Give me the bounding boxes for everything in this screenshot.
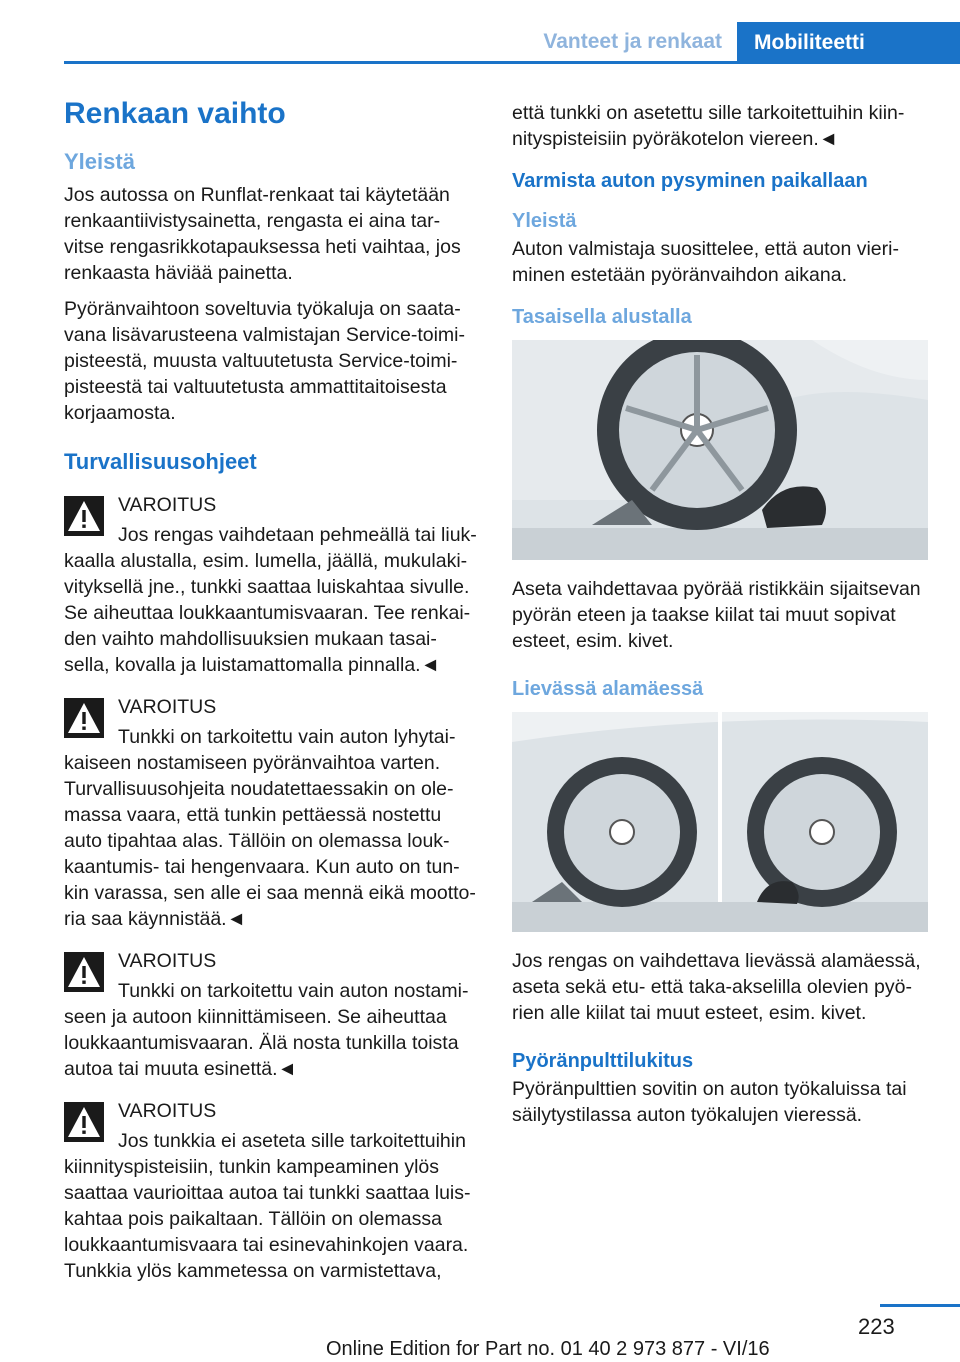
page-header xyxy=(0,22,960,62)
paragraph: Aseta vaihdettavaa pyörää ristikkäin sijaitsevan pyörän eteen ja taakse kiilat tai muut sopivat esteet, esim. kivet. xyxy=(512,578,921,652)
warning-title: VAROITUS xyxy=(118,494,217,516)
paragraph: Jos autossa on Runflat-renkaat tai käytetään renkaantiivistysainetta, rengasta ei aina tar-vitse rengasrikkotapauksessa heti vaihtaa, jos renkaasta häviää painetta. xyxy=(64,184,461,284)
warning-title: VAROITUS xyxy=(118,1100,217,1122)
warning-title: VAROITUS xyxy=(118,950,217,972)
paragraph: että tunkki on asetettu sille tarkoitettuihin kiin-nityspisteisiin pyöräkotelon viereen.◄ xyxy=(512,102,905,150)
warning-icon xyxy=(64,698,104,738)
warning-icon xyxy=(64,496,104,536)
footer-rule xyxy=(880,1304,960,1307)
header-rule xyxy=(64,61,960,64)
flat-ground-heading: Tasaisella alustalla xyxy=(512,306,692,328)
warning-text: Jos rengas vaihdetaan pehmeällä tai liuk-kaalla alustalla, esim. lumella, jäällä, mukulaki-vityksellä jne., tunkki saattaa luiskahtaa sivulle. Se aiheuttaa loukkaantumisvaaran. Tee renkai-den vaihto mahdollisuuksien mukaan tasai-sella, kovalla ja luistamattomalla pinnalla.◄ xyxy=(64,524,477,676)
warning-text: Tunkki on tarkoitettu vain auton lyhytai-kaiseen nostamiseen pyöränvaihtoa varten. Turvallisuusohjeita noudatettaessakin on ole-massa vaara, että tunkin pettäessä nostettu auto tipahtaa alas. Tällöin on olemassa louk-kaantumis- tai hengenvaara. Kun auto on tun-kin varassa, sen alle ei saa mennä eikä mootto-ria saa käynnistää.◄ xyxy=(64,726,476,930)
warning-block xyxy=(64,1098,478,1284)
safety-heading: Turvallisuusohjeet xyxy=(64,449,257,474)
warning-icon xyxy=(64,1102,104,1142)
page-number: 223 xyxy=(858,1314,895,1339)
left-column xyxy=(64,96,478,1300)
slope-chock-illustration xyxy=(512,712,928,932)
page-title: Renkaan vaihto xyxy=(64,97,286,130)
warning-title: VAROITUS xyxy=(118,696,217,718)
warning-icon xyxy=(64,952,104,992)
paragraph: Auton valmistaja suosittelee, että auton vieri-minen estetään pyöränvaihdon aikana. xyxy=(512,238,899,286)
warning-block xyxy=(64,948,478,1082)
paragraph: Jos rengas on vaihdettava lievässä alamäessä, aseta sekä etu- että taka-akselilla olevien pyö-rien alle kiilat tai muut esteet, esim. kivet. xyxy=(512,950,921,1024)
edition-note: Online Edition for Part no. 01 40 2 973 877 - VI/16 xyxy=(326,1338,770,1360)
general-heading: Yleistä xyxy=(64,149,135,174)
warning-text: Jos tunkkia ei aseteta sille tarkoitettuihin kiinnityspisteisiin, tunkin kampeaminen ylös saattaa vaurioittaa autoa tai tunkki saattaa luis-kahtaa pois paikaltaan. Tällöin on olemassa loukkaantumisvaara tai esinevahinkojen vaara. Tunkkia ylös kammetessa on varmistettava, xyxy=(64,1130,471,1282)
lug-lock-heading: Pyöränpulttilukitus xyxy=(512,1050,694,1072)
section-tab[interactable]: Vanteet ja renkaat xyxy=(543,30,722,53)
general-heading: Yleistä xyxy=(512,210,577,232)
chapter-tab[interactable]: Mobiliteetti xyxy=(737,22,960,62)
paragraph: Pyöränpulttien sovitin on auton työkaluissa tai säilytystilassa auton työkalujen vieressä. xyxy=(512,1078,907,1126)
warning-block xyxy=(64,492,478,678)
secure-heading: Varmista auton pysyminen paikallaan xyxy=(512,170,868,192)
paragraph: Pyöränvaihtoon soveltuvia työkaluja on saata-vana lisävarusteena valmistajan Service-toimi-pisteestä, muusta valtuutetusta Service-toimi-pisteestä tai valtuutetusta ammattitaitoisesta korjaamosta. xyxy=(64,298,465,424)
warning-text: Tunkki on tarkoitettu vain auton nostami-seen ja autoon kiinnittämiseen. Se aiheuttaa loukkaantumisvaaran. Älä nosta tunkilla toista autoa tai muuta esinettä.◄ xyxy=(64,980,469,1080)
warning-block xyxy=(64,694,478,932)
slope-heading: Lievässä alamäessä xyxy=(512,678,704,700)
flat-ground-illustration xyxy=(512,340,928,560)
wheel-chock-illustration xyxy=(512,340,928,560)
right-column xyxy=(512,100,930,1138)
slope-illustration xyxy=(512,712,928,932)
